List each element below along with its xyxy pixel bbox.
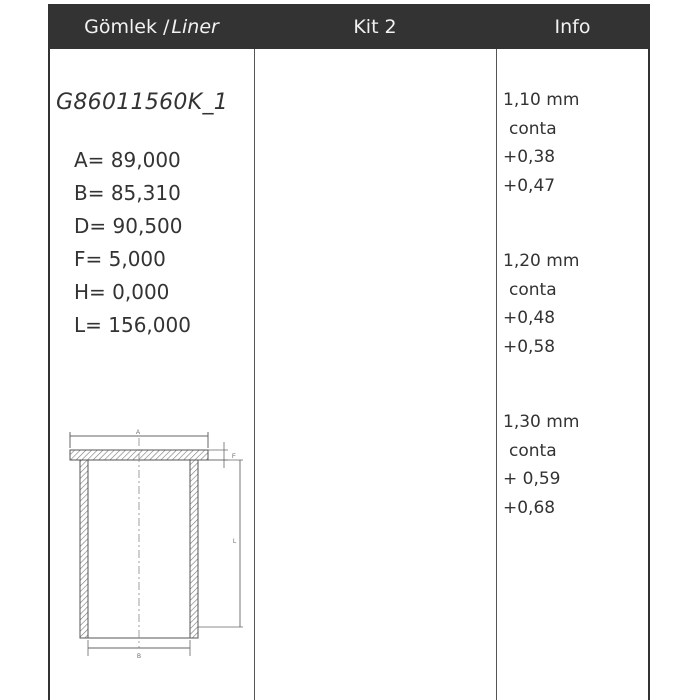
liner-wall-right [190, 460, 198, 638]
header-liner-separator: / [163, 15, 170, 38]
info-group-2 [503, 247, 579, 361]
liner-drawing [68, 428, 248, 660]
dimension-list [74, 144, 191, 342]
dimension-l: L= 156,000 [74, 313, 191, 337]
header-liner [50, 4, 253, 49]
table-header [50, 4, 648, 49]
column-divider [496, 49, 497, 700]
header-liner-sub: Liner [171, 15, 219, 38]
drawing-label-flange: F [232, 454, 236, 460]
header-liner-main: Gömlek [84, 15, 157, 38]
dimension-b: B= 85,310 [74, 181, 181, 205]
drawing-label-top: A [135, 430, 141, 436]
info-value: +0,38 [503, 147, 556, 167]
drawing-label-length: L [233, 539, 237, 545]
info-size: 1,20 mm [503, 251, 580, 271]
info-value: +0,48 [503, 308, 556, 328]
dimension-h: H= 0,000 [74, 280, 170, 304]
part-number: G86011560K_1 [56, 90, 229, 115]
dimension-a: A= 89,000 [74, 148, 181, 172]
info-group-3 [503, 408, 579, 522]
liner-spec-table [48, 4, 650, 700]
dimension-f: F= 5,000 [74, 247, 166, 271]
header-info: Info [554, 16, 591, 38]
info-label: conta [509, 440, 557, 461]
info-size: 1,30 mm [503, 412, 580, 432]
info-label: conta [509, 279, 557, 300]
info-label: conta [509, 118, 557, 139]
info-value: +0,47 [503, 175, 556, 196]
info-value: +0,58 [503, 336, 556, 357]
info-value: +0,68 [503, 497, 556, 518]
info-size: 1,10 mm [503, 90, 580, 110]
column-divider [254, 49, 255, 700]
header-kit: Kit 2 [353, 15, 397, 38]
info-value: + 0,59 [503, 469, 561, 489]
dimension-d: D= 90,500 [74, 214, 183, 238]
drawing-label-bottom: B [136, 654, 142, 660]
info-group-1 [503, 86, 579, 200]
liner-wall-left [80, 460, 88, 638]
